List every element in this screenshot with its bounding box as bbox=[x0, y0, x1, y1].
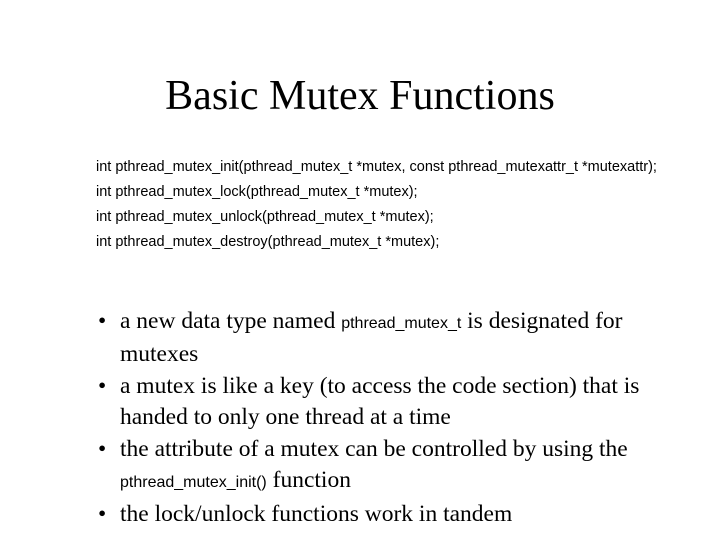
bullet-icon: • bbox=[98, 436, 107, 462]
bullet-text: a new data type named bbox=[120, 308, 342, 334]
bullet-text: the attribute of a mutex can be controlled by using the bbox=[120, 436, 628, 462]
bullet-icon: • bbox=[98, 501, 107, 527]
function-signatures bbox=[96, 158, 696, 258]
bullet-item bbox=[98, 306, 698, 370]
bullet-text: a mutex is like a key (to access the code section) that is handed to only one thread at a time bbox=[120, 373, 640, 430]
signature-mutex-init: int pthread_mutex_init(pthread_mutex_t *mutex, const pthread_mutexattr_t *mutexattr); bbox=[96, 159, 657, 175]
signature-mutex-destroy: int pthread_mutex_destroy(pthread_mutex_t *mutex); bbox=[96, 234, 440, 250]
signature-mutex-unlock: int pthread_mutex_unlock(pthread_mutex_t *mutex); bbox=[96, 209, 434, 225]
slide-title: Basic Mutex Functions bbox=[165, 73, 555, 119]
bullet-item bbox=[98, 499, 698, 530]
inline-code: pthread_mutex_t bbox=[341, 315, 462, 332]
bullet-item bbox=[98, 371, 698, 433]
bullet-list bbox=[98, 306, 698, 531]
bullet-icon: • bbox=[98, 308, 107, 334]
signature-mutex-lock: int pthread_mutex_lock(pthread_mutex_t *mutex); bbox=[96, 184, 418, 200]
bullet-item bbox=[98, 434, 698, 498]
bullet-icon: • bbox=[98, 373, 107, 399]
bullet-text: function bbox=[266, 467, 351, 493]
bullet-text: the lock/unlock functions work in tandem bbox=[120, 501, 513, 527]
bullet-text: is designated for mutexes bbox=[120, 308, 623, 367]
inline-code: pthread_mutex_init() bbox=[120, 474, 267, 491]
